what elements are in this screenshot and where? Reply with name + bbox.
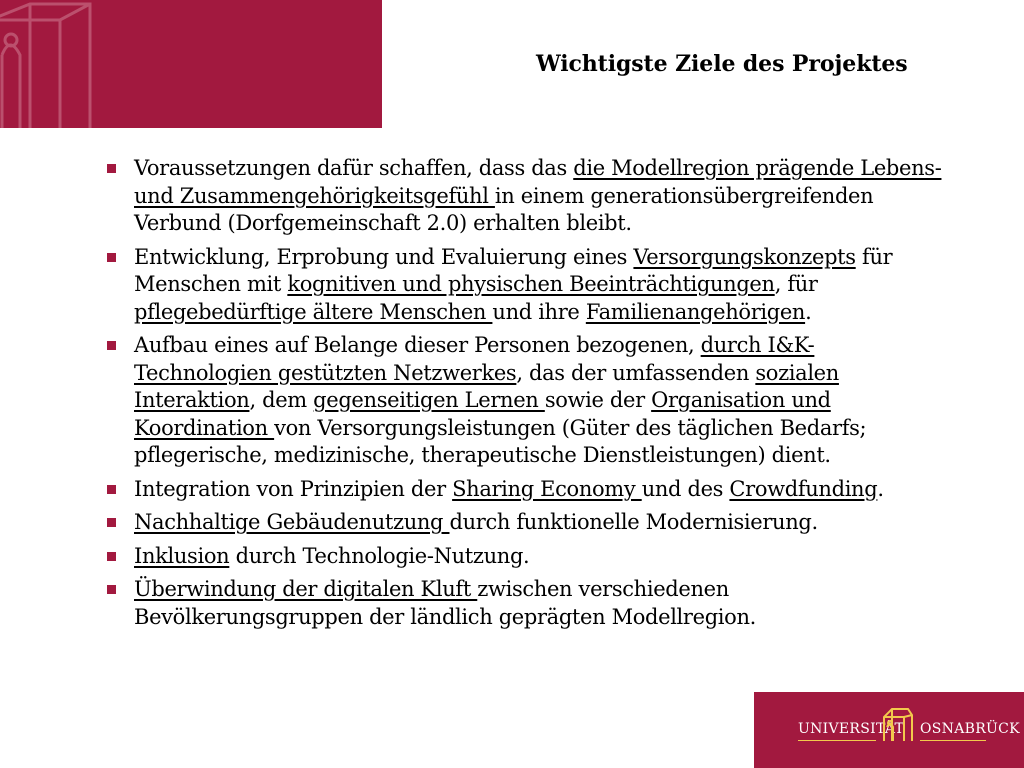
logo-rule-right xyxy=(920,740,986,741)
underlined-term: Inklusion xyxy=(134,543,230,568)
header-band xyxy=(0,0,382,128)
bullet-text: zwischen verschiedenen Bevölkerungsgruppen der ländlich geprägten Modellregion. xyxy=(134,577,756,629)
logo-text-right: OSNABRÜCK xyxy=(920,721,1020,737)
bullet-text: Aufbau eines auf Belange dieser Personen bezogenen, xyxy=(134,333,701,357)
underlined-term: Versorgungskonzepts xyxy=(633,244,856,269)
bullet-list xyxy=(104,155,944,631)
content-area xyxy=(104,155,944,637)
underlined-term: Nachhaltige Gebäudenutzung xyxy=(134,510,450,534)
bullet-square-icon xyxy=(107,518,116,527)
logo-rule-left xyxy=(798,740,876,741)
bullet-text: . xyxy=(877,476,884,501)
bullet-item xyxy=(104,543,944,571)
bullet-text: , dem xyxy=(249,388,314,412)
bullet-item xyxy=(104,244,944,327)
bullet-item xyxy=(104,509,944,537)
bullet-item xyxy=(104,332,944,470)
bullet-text: durch funktionelle Modernisierung. xyxy=(449,510,818,534)
underlined-term: die Modellregion prägende Lebens- und Zusammengehörigkeitsgefühl xyxy=(134,156,942,208)
underlined-term: durch I&K-Technologien gestützten Netzwerkes xyxy=(134,333,815,385)
bullet-text: Integration von Prinzipien der xyxy=(134,476,453,501)
bullet-item xyxy=(104,155,944,238)
underlined-term: Familienangehörigen xyxy=(585,299,806,324)
bullet-text: und des xyxy=(641,476,730,501)
university-emblem-icon xyxy=(878,705,918,745)
bullet-text: und ihre xyxy=(492,299,586,324)
bullet-text: sowie der xyxy=(544,388,652,412)
underlined-term: Sharing Economy xyxy=(452,476,642,501)
underlined-term: kognitiven und physischen Beeinträchtigungen xyxy=(287,272,775,296)
bullet-square-icon xyxy=(107,585,116,594)
bullet-text: . xyxy=(805,299,812,324)
university-logo xyxy=(798,705,1020,755)
underlined-term: Crowdfunding xyxy=(729,476,878,501)
bullet-square-icon xyxy=(107,253,116,262)
underlined-term: Organisation und Koordination xyxy=(134,388,831,440)
footer-band xyxy=(754,692,1024,768)
bullet-text: Entwicklung, Erprobung und Evaluierung eines xyxy=(134,244,634,269)
bullet-square-icon xyxy=(107,552,116,561)
logo-text-left: UNIVERSITÄT xyxy=(798,721,905,737)
bullet-text: durch Technologie-Nutzung. xyxy=(229,543,530,568)
bullet-text: für Menschen mit xyxy=(134,244,893,296)
underlined-term: pflegebedürftige ältere Menschen xyxy=(134,299,493,324)
underlined-term: Überwindung der digitalen Kluft xyxy=(134,577,478,601)
underlined-term: gegenseitigen Lernen xyxy=(313,388,545,412)
bullet-item xyxy=(104,576,944,631)
building-watermark-icon xyxy=(0,0,382,128)
slide-title: Wichtigste Ziele des Projektes xyxy=(536,51,908,77)
bullet-square-icon xyxy=(107,485,116,494)
underlined-term: sozialen Interaktion xyxy=(134,360,839,412)
bullet-text: in einem generationsübergreifenden Verbund (Dorfgemeinschaft 2.0) erhalten bleibt. xyxy=(134,183,874,235)
bullet-square-icon xyxy=(107,164,116,173)
bullet-square-icon xyxy=(107,341,116,350)
bullet-text: Voraussetzungen dafür schaffen, dass das xyxy=(134,156,574,180)
bullet-text: , das der umfassenden xyxy=(516,360,756,385)
bullet-text: , für xyxy=(774,272,818,296)
bullet-item xyxy=(104,476,944,504)
bullet-text: von Versorgungsleistungen (Güter des täglichen Bedarfs; pflegerische, medizinische, therapeutische Dienstleistungen) dient. xyxy=(134,415,867,467)
